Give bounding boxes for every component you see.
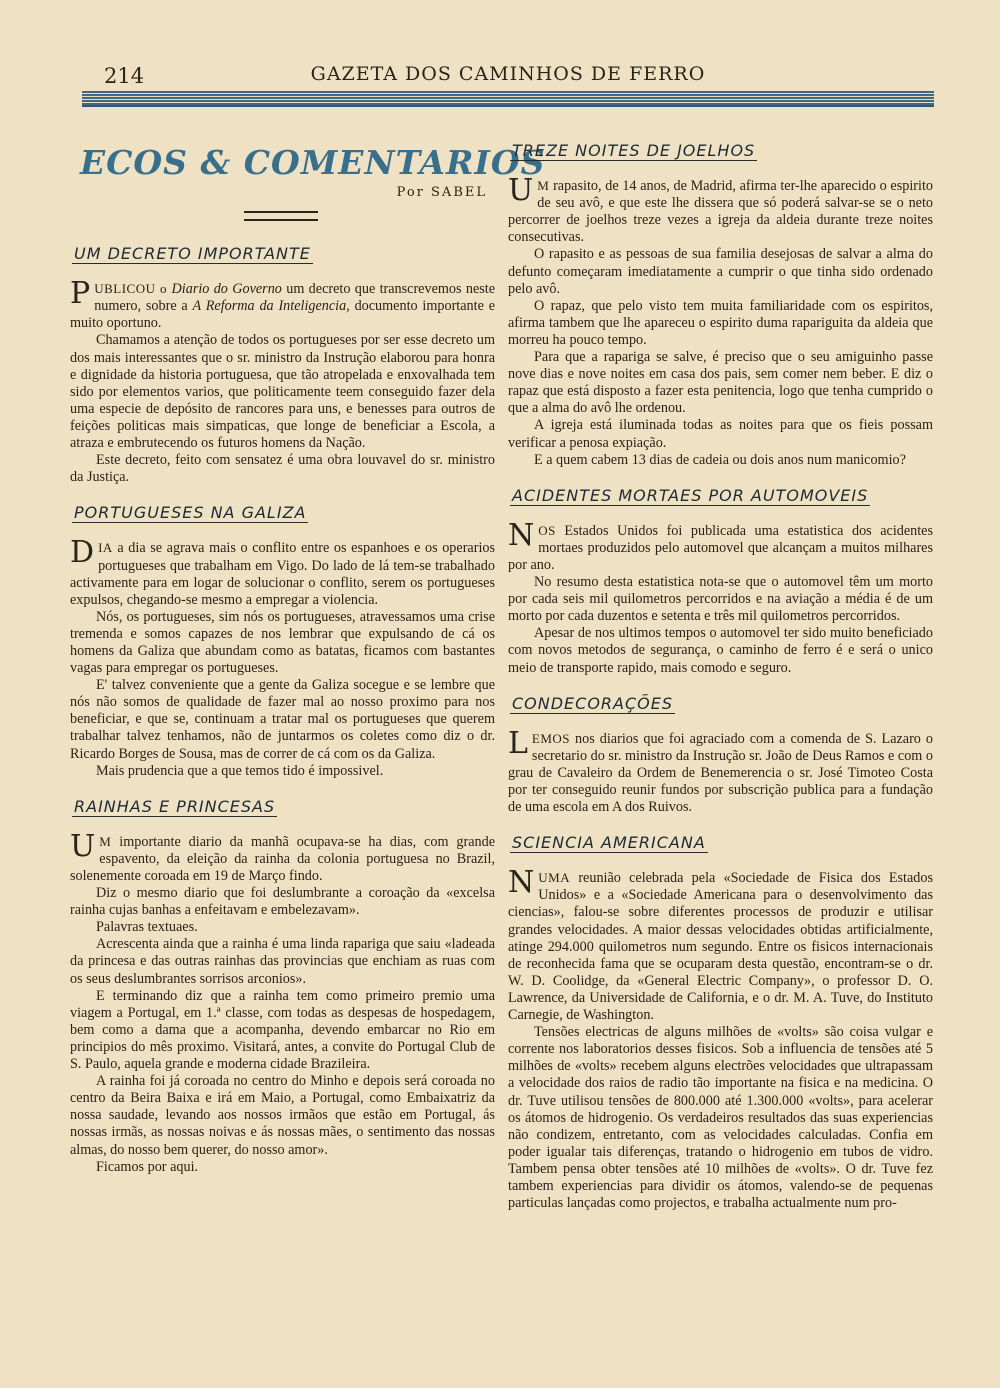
drop-cap: U: [508, 173, 534, 209]
drop-cap: D: [70, 535, 95, 571]
section-heading: TREZE NOITES DE JOELHOS: [512, 141, 756, 160]
drop-cap: U: [70, 828, 96, 864]
section-heading: CONDECORAÇÕES: [512, 693, 674, 713]
section-heading: SCIENCIA AMERICANA: [512, 833, 706, 853]
paragraph: Palavras textuaes.: [96, 919, 198, 936]
paragraph: Diz o mesmo diario que foi deslumbrante a coroação da «excelsa rainha cujas banhas a enfeitavam e embelezavam».: [70, 885, 495, 919]
paragraph: O rapasito e as pessoas de sua familia desejosas de salvar a alma do defunto começaram imediatamente a cumprir o que tinha sido ordenado pelo avô.: [508, 246, 933, 297]
section-heading: PORTUGUESES NA GALIZA: [74, 503, 307, 523]
paragraph: O rapaz, que pelo visto tem muita familiaridade com os espiritos, afirma tambem que lhe apareceu o espirito duma rapariguita da aldeia que morreu ha pouco tempo.: [508, 297, 933, 348]
page-header: [82, 58, 934, 88]
right-column: [508, 112, 933, 1212]
paragraph: Para que a rapariga se salve, é preciso que o seu amiguinho passe nove dias e nove noites em casa dos pais, sem comer nem beber. E diz o rapaz que está disposto a fazer esta penitencia, logo que tenha cumprido o que a alma do avô lhe ordenou.: [508, 349, 933, 417]
paragraph: NOS Estados Unidos foi publicada uma estatistica dos acidentes mortaes produzidos pelo automovel que alcançam a muitos milhares por ano.: [508, 517, 933, 573]
paragraph: Ficamos por aqui.: [96, 1158, 199, 1175]
section-heading: RAINHAS E PRINCESAS: [74, 796, 276, 816]
paragraph: Este decreto, feito com sensatez é uma obra louvavel do sr. ministro da Justiça.: [70, 452, 495, 486]
paragraph: PUBLICOU o Diario do Governo um decreto que transcrevemos neste numero, sobre a A Reforma da Inteligencia, documento importante e muito oportuno.: [70, 276, 496, 332]
byline: Por SABEL: [396, 185, 487, 200]
paragraph: Apesar de nos ultimos tempos o automovel ter sido muito beneficiado com novos metodos de segurança, o caminho de ferro é e será o unico meio de transporte rapido, mais comodo e seguro.: [508, 625, 933, 676]
drop-cap: L: [508, 725, 528, 761]
left-column: [70, 112, 546, 1176]
drop-cap: N: [508, 865, 535, 901]
section-heading: UM DECRETO IMPORTANTE: [74, 244, 311, 264]
paragraph: NUMA reunião celebrada pela «Sociedade de Fisica dos Estados Unidos» e a «Sociedade Americana para o desenvolvimento das ciencias», falou-se sobre diferentes processos de produzir e utilisar grandes velocidades. A maior dessas velocidades obtidas artificialmente, atinge 294.000 quilometros num segundo. Entre os fisicos internacionais de reconhecida fama que se ocuparam desta questão, encontram-se o dr. W. D. Coolidge, da «General Electric Company», o professor D. O. Lawrence, da Universidade de California, e o dr. M. A. Tuve, do Instituto Carnegie, de Washington.: [508, 865, 933, 1024]
paragraph: Acrescenta ainda que a rainha é uma linda rapariga que saiu «ladeada da princesa e das outras rainhas das provincias que enchiam as ruas com os seus deslumbrantes sorrisos arconios».: [70, 936, 495, 987]
paragraph: U M importante diario da manhã ocupava-se ha dias, com grande espavento, da eleição da rainha da colonia portuguesa no Brazil, solenemente coroada em 19 de Março findo.: [70, 828, 495, 884]
page-title: ECOS & COMENTARIOS: [80, 143, 546, 182]
paragraph: E' talvez conveniente que a gente da Galiza socegue e se lembre que nós não somos de qualidade de fazer mal ao nosso proximo para nos beneficiar, e que se, continuam a tratar mal os portugueses que querem trabalhar talvez tenhamos, não de juntarmos os coletes como diz o dr. Ricardo Borges de Sousa, mas de correr de cá com os da Galiza.: [70, 677, 495, 762]
journal-title: GAZETA DOS CAMINHOS DE FERRO: [310, 63, 706, 85]
paragraph: U M rapasito, de 14 anos, de Madrid, afirma ter-lhe aparecido o espirito de seu avô, e que este lhe dissera que só poderá salvar-se se o neto percorrer de joelhos treze vezes a igreja da aldeia durante treze noites consecutivas.: [508, 173, 933, 246]
header-rule: [82, 91, 934, 107]
paragraph: LEMOS nos diarios que foi agraciado com a comenda de S. Lazaro o secretario do sr. ministro da Instrução sr. João de Deus Ramos e com o grau de Cavaleiro da Ordem de Benemerencia o sr. José Timoteo Costa por ter conseguido reunir fundos por subscrição publica para a fundação de uma escola em A dos Ruivos.: [508, 725, 933, 816]
paragraph: DIA a dia se agrava mais o conflito entre os espanhoes e os operarios portugueses que trabalham em Vigo. Do lado de lá tem-se trabalhado activamente para em logar de solucionar o conflito, serem os portugueses expulsos, chegando-se mesmo a empregar a violencia.: [70, 535, 495, 608]
drop-cap: N: [508, 517, 535, 553]
page-number: 214: [104, 64, 145, 88]
drop-cap: P: [70, 276, 91, 312]
paragraph: E a quem cabem 13 dias de cadeia ou dois anos num manicomio?: [534, 451, 906, 468]
paragraph: E terminando diz que a rainha tem como primeiro premio uma viagem a Portugal, em 1.ª classe, com todas as despesas de hospedagem, bem como a dama que a acompanha, devendo embarcar no Rio em principios do mês proximo. Visitará, antes, a convite do Portugal Club de S. Paulo, aquela grande e moderna cidade Brazileira.: [70, 987, 495, 1073]
title-divider: [244, 211, 318, 221]
paragraph: Nós, os portugueses, sim nós os portugueses, atravessamos uma crise tremenda e somos capazes de nos lembrar que expulsando de cá os homens da Galiza que abundam como as batatas, ficamos com bastantes vagas para empregar os portugueses.: [70, 608, 495, 677]
paragraph: A igreja está iluminada todas as noites para que os fieis possam verificar a penosa expiação.: [508, 417, 933, 451]
paragraph: No resumo desta estatistica nota-se que o automovel têm um morto por cada seis mil quilometros percorridos e na aviação a média é de um morto por cada duzentos e setenta e três mil quilometros percorridos.: [508, 574, 933, 625]
paragraph: A rainha foi já coroada no centro do Minho e depois será coroada no centro da Beira Baixa e irá em Maio, a Portugal, como Embaixatriz da nossa saudade, levando aos nossos irmãos que estão em Portugal, ás nossas irmãs, as nossas noivas e ás nossas mães, o sentimento das nossas almas, do nosso bem querer, do nosso amor».: [70, 1073, 495, 1158]
paragraph: Mais prudencia que a que temos tido é impossivel.: [96, 762, 384, 779]
paragraph: Chamamos a atenção de todos os portugueses por ser esse decreto um dos mais interessantes que o sr. ministro da Instrução elaborou para honra e dignidade da historia portuguesa, que tão atropelada e enxovalhada tem sido por elementos varios, que politicamente teem conseguido fazer dela uma especie de depósito de rancores para uns, e benesses para outros de feições politicas mais simpaticas, que longe de beneficiar a Escola, a atraza e embrutecendo os futuros homens da Nação.: [70, 332, 495, 452]
section-heading: ACIDENTES MORTAES POR AUTOMOVEIS: [512, 485, 869, 505]
paragraph: Tensões electricas de alguns milhões de «volts» são coisa vulgar e corrente nos laboratorios desses fisicos. Sob a influencia de tensões até 5 milhões de «volts» recebem alguns electrões velocidades que ultrapassam a velocidade dos raios de radio tão importante na fisica e na medicina. O dr. Tuve utilisou tensões de 800.000 até 1.300.000 «volts», para acelerar os átomos de hidrogenio. Os verdadeiros resultados das suas experiencias não condizem, entretanto, com as velocidades calculadas. Confia em poder igualar tais diferenças, tratando o hidrogenio em tubos de vidro. Tambem pensa obter tensões até 10 milhões de «volts». O dr. Tuve fez tambem experiencias para dividir os átomos, valendo-se de pequenas particulas lançadas como projectos, e trabalha actualmente num pro-: [508, 1024, 933, 1212]
